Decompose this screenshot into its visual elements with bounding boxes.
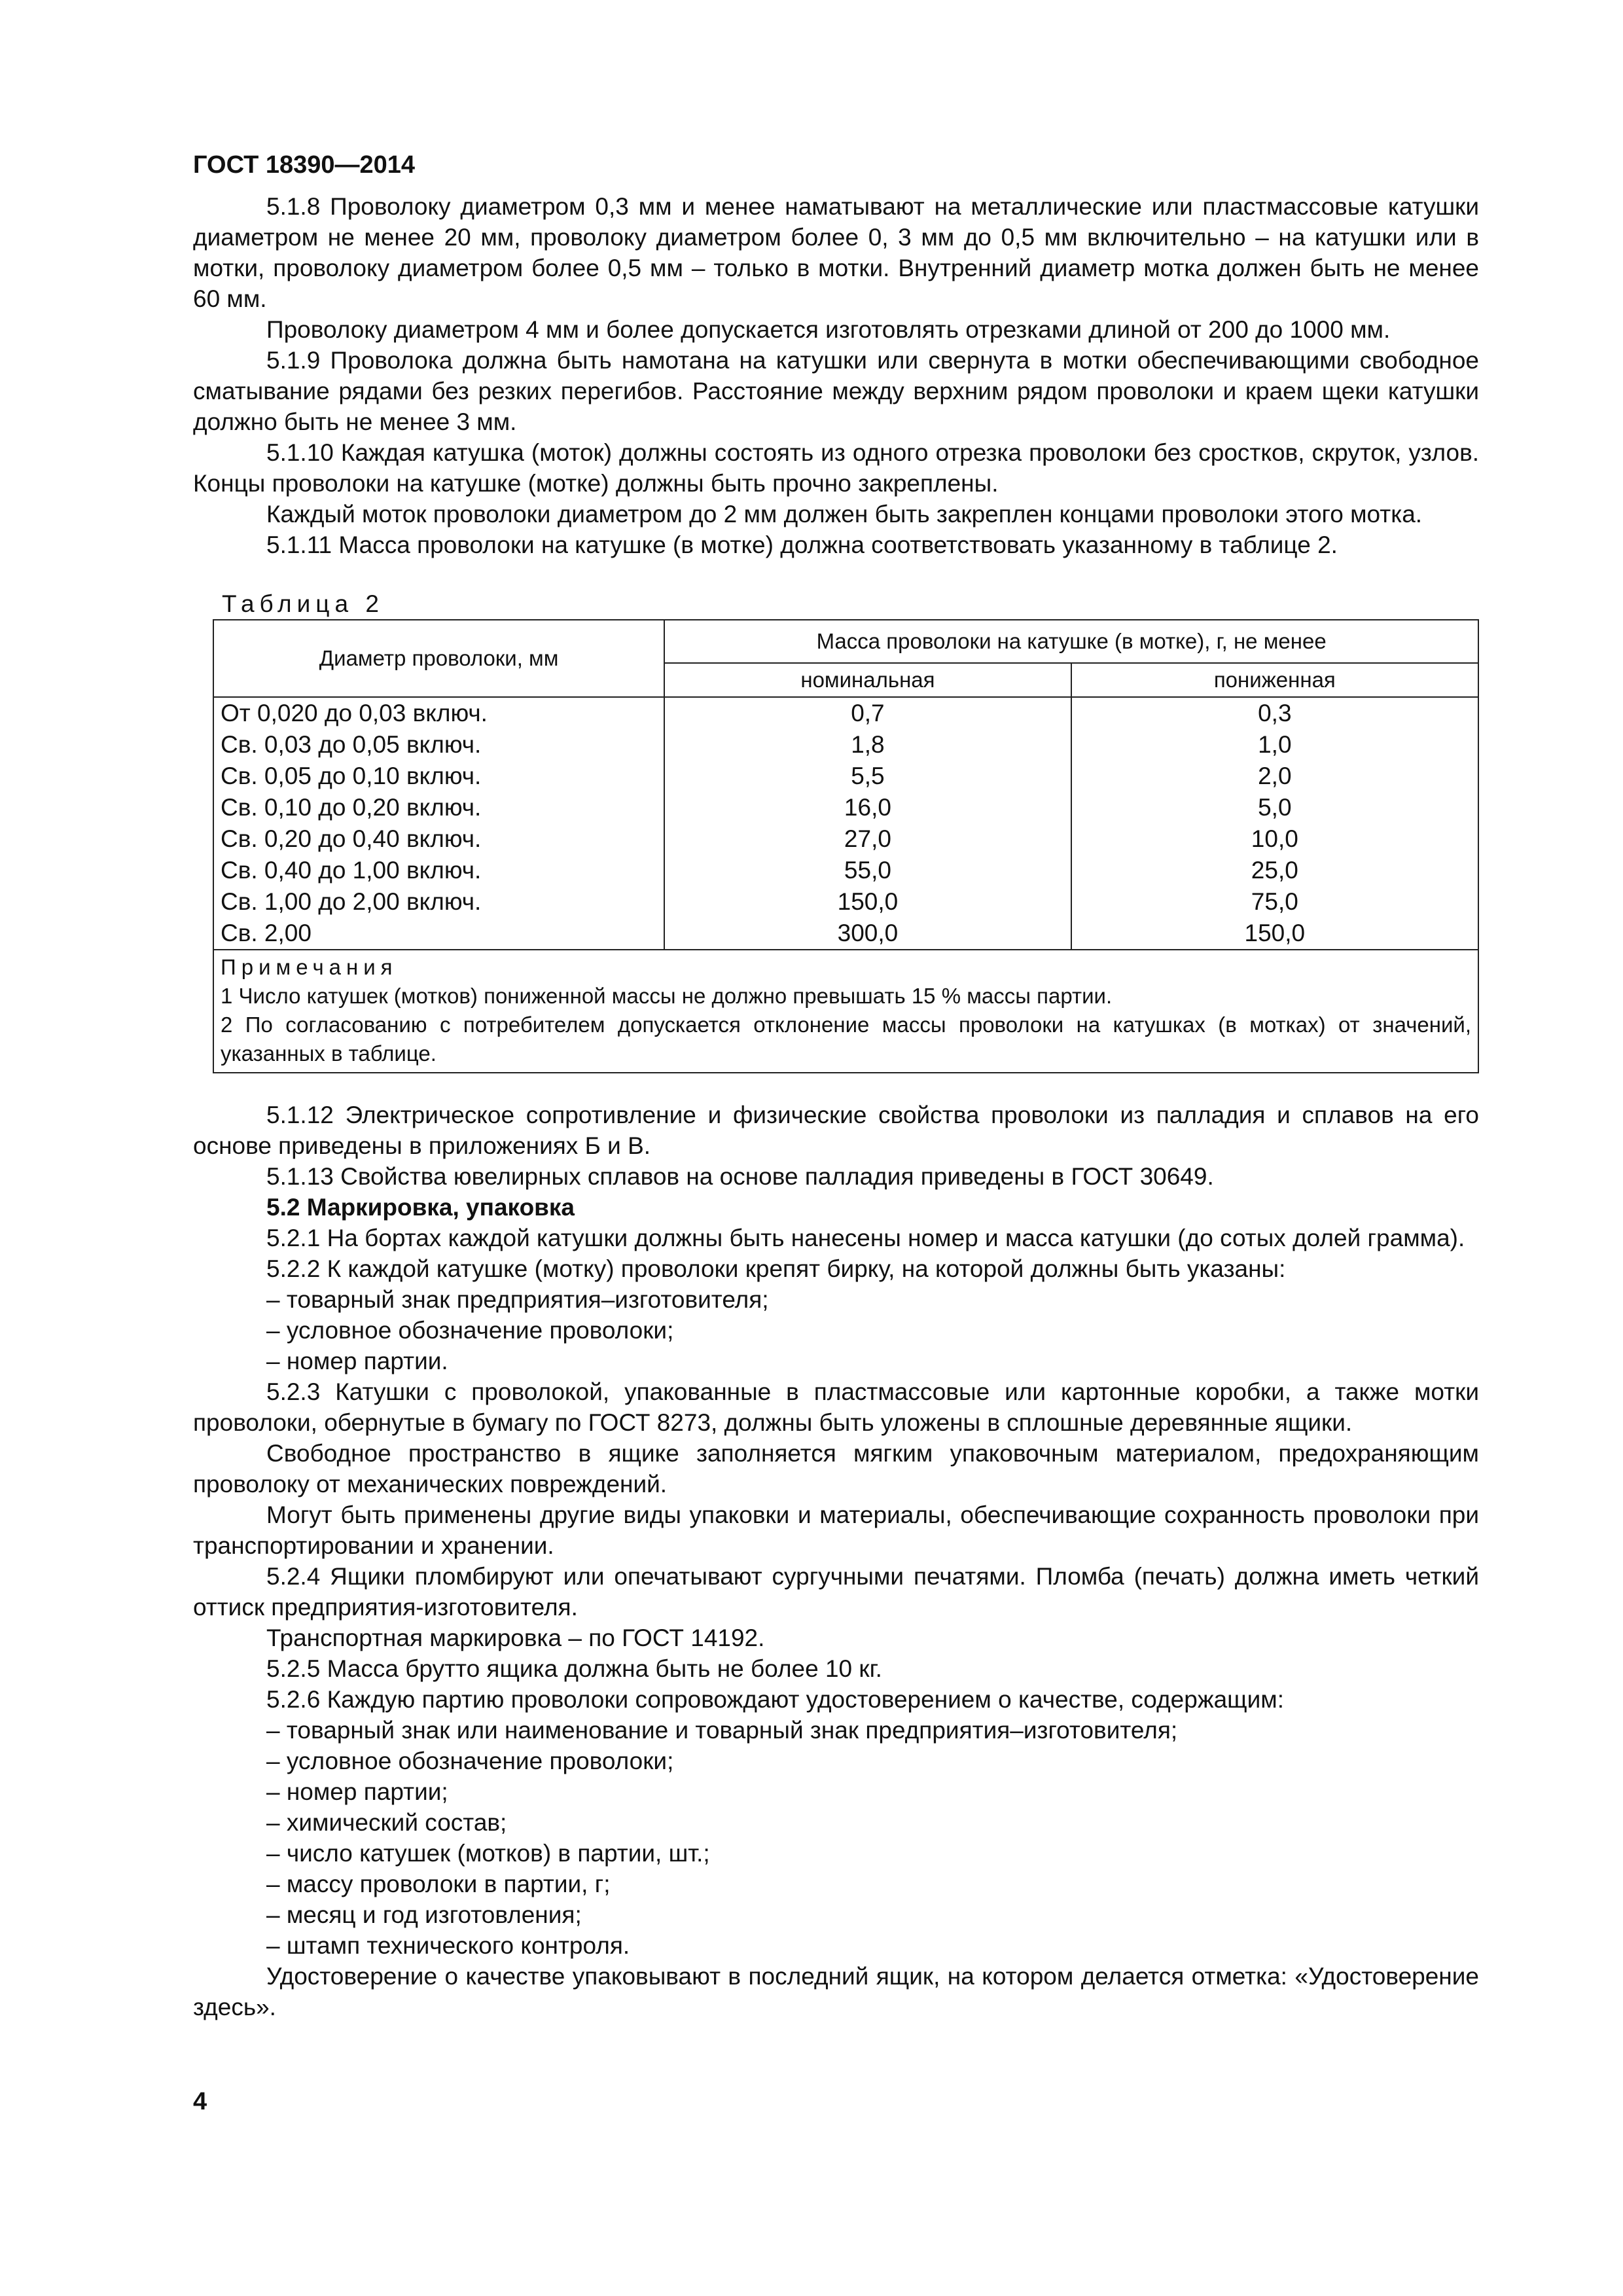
cell-reduced: 150,0: [1071, 918, 1478, 950]
cell-reduced: 25,0: [1071, 855, 1478, 886]
table-row: [213, 918, 1478, 950]
paragraph-5-1-10: 5.1.10 Каждая катушка (моток) должны состоять из одного отрезка проволоки без сростков, скруток, узлов. Концы проволоки на катушке (мотке) должны быть прочно закреплены.: [193, 439, 1479, 497]
cell-diameter: Св. 0,05 до 0,10 включ.: [213, 761, 664, 792]
paragraph-5-1-12: 5.1.12 Электрическое сопротивление и физические свойства проволоки из палладия и сплавов на его основе приведены в приложениях Б и В.: [193, 1102, 1479, 1159]
wire-mass-table: [213, 619, 1479, 1073]
document-page: [193, 149, 1479, 2022]
paragraph-5-1-11: 5.1.11 Масса проволоки на катушке (в мотке) должна соответствовать указанному в таблице 2.: [266, 531, 1338, 558]
table-row: [213, 792, 1478, 823]
cell-diameter: Св. 0,40 до 1,00 включ.: [213, 855, 664, 886]
table-row: [213, 761, 1478, 792]
list-item: – условное обозначение проволоки;: [266, 1317, 674, 1344]
cell-nominal: 300,0: [664, 918, 1071, 950]
paragraph-5-2-5: 5.2.5 Масса брутто ящика должна быть не более 10 кг.: [266, 1655, 882, 1682]
cell-reduced: 75,0: [1071, 886, 1478, 918]
header-nominal: номинальная: [664, 663, 1071, 697]
cell-diameter: Св. 1,00 до 2,00 включ.: [213, 886, 664, 918]
table-row: [213, 855, 1478, 886]
table-title: Таблица 2: [222, 590, 384, 617]
header-diameter: Диаметр проволоки, мм: [213, 620, 664, 697]
cell-reduced: 5,0: [1071, 792, 1478, 823]
page-number: 4: [193, 2088, 207, 2115]
paragraph-5-2-3-b: Свободное пространство в ящике заполняется мягким упаковочным материалом, предохраняющим проволоку от механических повреждений.: [193, 1440, 1479, 1498]
paragraph-5-2-3-c: Могут быть применены другие виды упаковки и материалы, обеспечивающие сохранность проволоки при транспортировании и хранении.: [193, 1501, 1479, 1559]
list-item: – месяц и год изготовления;: [266, 1901, 582, 1928]
list-item: – товарный знак или наименование и товарный знак предприятия–изготовителя;: [266, 1717, 1178, 1744]
notes-title: Примечания: [221, 955, 398, 979]
cell-reduced: 0,3: [1071, 697, 1478, 729]
list-item: – номер партии;: [266, 1778, 448, 1805]
paragraph-5-1-8-b: Проволоку диаметром 4 мм и более допускается изготовлять отрезками длиной от 200 до 1000 мм.: [266, 316, 1391, 343]
cell-nominal: 27,0: [664, 823, 1071, 855]
list-item: – штамп технического контроля.: [266, 1932, 630, 1959]
table-row: [213, 697, 1478, 729]
document-header: ГОСТ 18390—2014: [193, 151, 416, 179]
paragraph-5-1-8: 5.1.8 Проволоку диаметром 0,3 мм и менее наматывают на металлические или пластмассовые катушки диаметром не менее 20 мм, проволоку диаметром более 0, 3 мм до 0,5 мм включительно – на катушки или в мотки, проволоку диаметром более 0,5 мм – только в мотки. Внутренний диаметр мотка должен быть не менее 60 мм.: [193, 193, 1479, 312]
cell-diameter: Св. 0,10 до 0,20 включ.: [213, 792, 664, 823]
paragraph-5-2-4-b: Транспортная маркировка – по ГОСТ 14192.: [266, 1624, 765, 1651]
paragraph-5-2-4: 5.2.4 Ящики пломбируют или опечатывают сургучными печатями. Пломба (печать) должна иметь четкий оттиск предприятия-изготовителя.: [193, 1563, 1479, 1621]
paragraph-5-2-6: 5.2.6 Каждую партию проволоки сопровождают удостоверением о качестве, содержащим:: [266, 1686, 1284, 1713]
cell-reduced: 10,0: [1071, 823, 1478, 855]
cell-reduced: 2,0: [1071, 761, 1478, 792]
list-item: – массу проволоки в партии, г;: [266, 1871, 611, 1897]
header-mass: Масса проволоки на катушке (в мотке), г, не менее: [664, 620, 1478, 663]
cell-nominal: 55,0: [664, 855, 1071, 886]
list-item: – химический состав;: [266, 1809, 507, 1836]
list-item: – число катушек (мотков) в партии, шт.;: [266, 1840, 710, 1867]
cell-nominal: 1,8: [664, 729, 1071, 761]
paragraph-5-2-1: 5.2.1 На бортах каждой катушки должны быть нанесены номер и масса катушки (до сотых долей грамма).: [266, 1225, 1465, 1251]
note-2: 2 По согласованию с потребителем допускается отклонение массы проволоки на катушках (в мотках) от значений, указанных в таблице.: [221, 1013, 1471, 1066]
cell-diameter: Св. 2,00: [213, 918, 664, 950]
list-item: – условное обозначение проволоки;: [266, 1748, 674, 1774]
list-item: – номер партии.: [266, 1348, 448, 1374]
table-row: [213, 886, 1478, 918]
list-item: – товарный знак предприятия–изготовителя;: [266, 1286, 769, 1313]
cell-nominal: 16,0: [664, 792, 1071, 823]
header-reduced: пониженная: [1071, 663, 1478, 697]
cell-reduced: 1,0: [1071, 729, 1478, 761]
cell-diameter: Св. 0,20 до 0,40 включ.: [213, 823, 664, 855]
paragraph-5-2-6-b: Удостоверение о качестве упаковывают в последний ящик, на котором делается отметка: «Удостоверение здесь».: [193, 1963, 1479, 2020]
table-notes: [213, 950, 1478, 1073]
paragraph-5-1-13: 5.1.13 Свойства ювелирных сплавов на основе палладия приведены в ГОСТ 30649.: [266, 1163, 1214, 1190]
cell-nominal: 5,5: [664, 761, 1071, 792]
note-1: 1 Число катушек (мотков) пониженной массы не должно превышать 15 % массы партии.: [221, 984, 1113, 1008]
section-heading-5-2: 5.2 Маркировка, упаковка: [266, 1194, 575, 1221]
table-row: [213, 729, 1478, 761]
cell-diameter: Св. 0,03 до 0,05 включ.: [213, 729, 664, 761]
table-row: [213, 823, 1478, 855]
paragraph-5-1-10-b: Каждый моток проволоки диаметром до 2 мм должен быть закреплен концами проволоки этого мотка.: [266, 501, 1423, 528]
paragraph-5-2-3: 5.2.3 Катушки с проволокой, упакованные в пластмассовые или картонные коробки, а также мотки проволоки, обернутые в бумагу по ГОСТ 8273, должны быть уложены в сплошные деревянные ящики.: [193, 1378, 1479, 1436]
cell-nominal: 150,0: [664, 886, 1071, 918]
paragraph-5-2-2: 5.2.2 К каждой катушке (мотку) проволоки крепят бирку, на которой должны быть указаны:: [266, 1255, 1286, 1282]
paragraph-5-1-9: 5.1.9 Проволока должна быть намотана на катушки или свернута в мотки обеспечивающими свободное сматывание рядами без резких перегибов. Расстояние между верхним рядом проволоки и краем щеки катушки должно быть не менее 3 мм.: [193, 347, 1479, 435]
cell-nominal: 0,7: [664, 697, 1071, 729]
cell-diameter: От 0,020 до 0,03 включ.: [213, 697, 664, 729]
